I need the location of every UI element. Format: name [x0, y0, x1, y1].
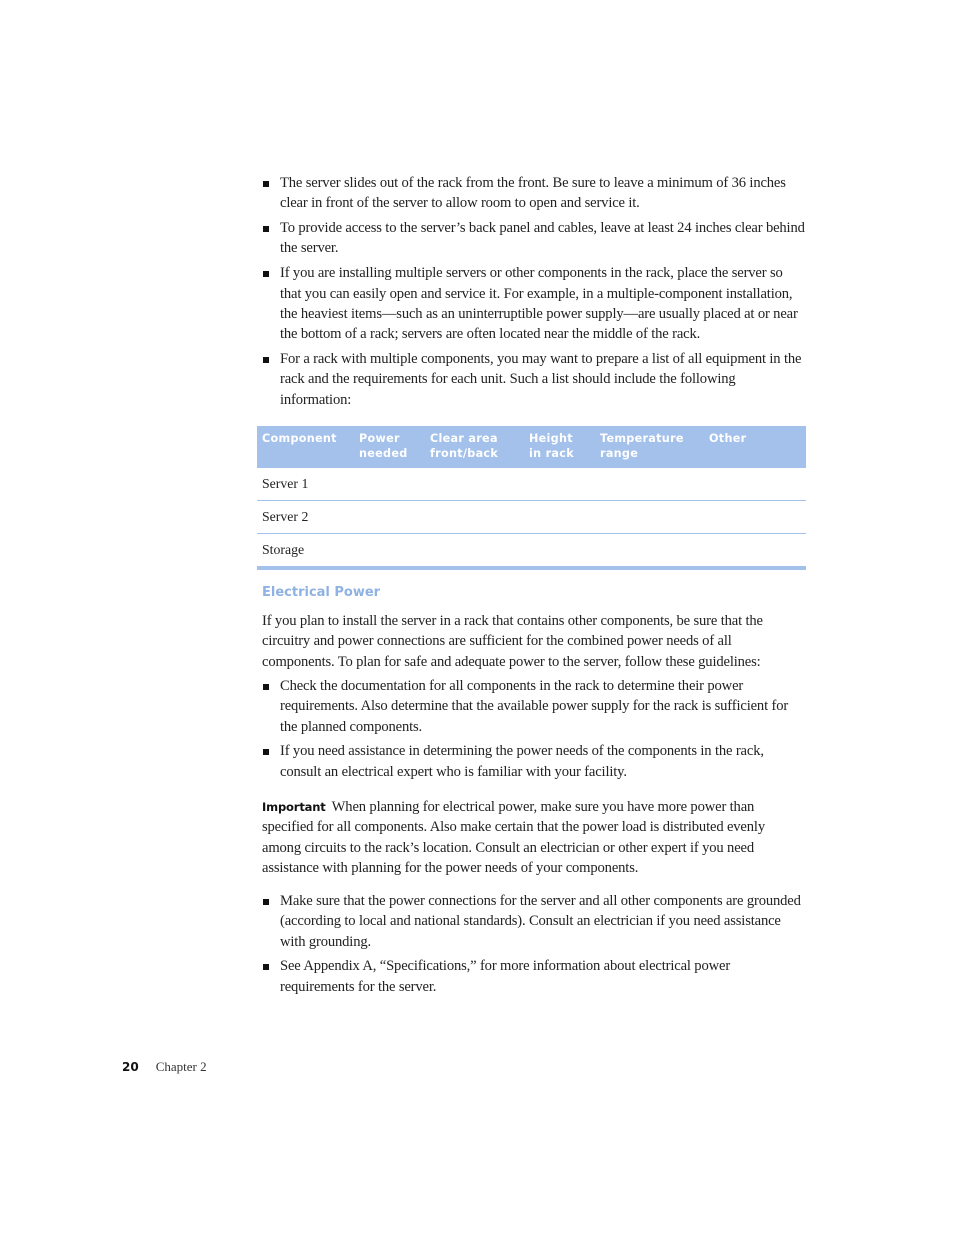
table-cell	[525, 468, 596, 501]
table-cell	[596, 468, 705, 501]
table-cell	[355, 468, 426, 501]
square-bullet-icon	[263, 271, 269, 277]
list-item-text: If you are installing multiple servers or other components in the rack, place the server so that you can easily open and service it. For example, in a multiple-component installation, the heaviest items—such as an uninterruptible power supply—are usually placed at or near the bottom of a rack; servers are often located near the middle of the rack.	[280, 265, 798, 343]
page-number: 20	[122, 1060, 139, 1074]
requirements-bullet-list	[262, 173, 807, 415]
section-intro-paragraph: If you plan to install the server in a rack that contains other components, be sure that the circuitry and power connections are sufficient for the combined power needs of all components. To plan for safe and adequate power to the server, follow these guidelines:	[262, 613, 763, 670]
table-cell	[426, 468, 525, 501]
table-cell	[525, 534, 596, 569]
list-item-text: For a rack with multiple components, you may want to prepare a list of all equipment in the rack and the requirements for each unit. Such a list should include the following information:	[280, 351, 802, 408]
page-footer	[122, 1059, 207, 1075]
list-item-text: To provide access to the server’s back panel and cables, leave at least 24 inches clear behind the server.	[280, 220, 805, 257]
list-item	[262, 741, 807, 782]
table-row	[257, 501, 806, 534]
table-cell	[705, 501, 806, 534]
list-item	[262, 676, 807, 737]
power-guidelines-bullet-list	[262, 676, 807, 787]
equipment-requirements-table	[257, 426, 806, 570]
list-item	[262, 349, 807, 410]
table-cell	[596, 534, 705, 569]
table-cell-component: Storage	[257, 534, 355, 569]
table-cell-component: Server 1	[257, 468, 355, 501]
list-item	[262, 891, 807, 952]
table-cell	[426, 501, 525, 534]
table-header-row	[257, 426, 806, 468]
important-label: Important	[262, 800, 326, 814]
list-item	[262, 263, 807, 344]
table-cell	[355, 534, 426, 569]
table-cell	[525, 501, 596, 534]
column-header-temperature: Temperature range	[596, 426, 705, 468]
table-cell-component: Server 2	[257, 501, 355, 534]
column-header-power: Power needed	[355, 426, 426, 468]
list-item-text: If you need assistance in determining the power needs of the components in the rack, consult an electrical expert who is familiar with your facility.	[280, 743, 764, 780]
column-header-other: Other	[705, 426, 806, 468]
table-cell	[355, 501, 426, 534]
column-header-clear-area: Clear area front/back	[426, 426, 525, 468]
chapter-label: Chapter 2	[155, 1059, 207, 1074]
list-item	[262, 173, 807, 214]
table-row	[257, 534, 806, 569]
grounding-bullet-list	[262, 891, 807, 1002]
table-cell	[596, 501, 705, 534]
list-item-text: Make sure that the power connections for the server and all other components are grounded (according to local and national standards). Consult an electrician if you need assistance with grounding.	[280, 893, 801, 950]
table-cell	[426, 534, 525, 569]
square-bullet-icon	[263, 899, 269, 905]
section-heading-electrical-power: Electrical Power	[262, 585, 381, 600]
square-bullet-icon	[263, 749, 269, 755]
list-item	[262, 218, 807, 259]
square-bullet-icon	[263, 181, 269, 187]
square-bullet-icon	[263, 964, 269, 970]
square-bullet-icon	[263, 357, 269, 363]
table-cell	[705, 534, 806, 569]
column-header-component: Component	[257, 426, 355, 468]
list-item-text: Check the documentation for all components in the rack to determine their power requirements. Also determine that the available power supply for the rack is sufficient for the planned components.	[280, 678, 789, 735]
list-item	[262, 956, 807, 997]
list-item-text: The server slides out of the rack from the front. Be sure to leave a minimum of 36 inches clear in front of the server to allow room to open and service it.	[280, 175, 786, 212]
important-note	[262, 797, 807, 878]
important-note-text: When planning for electrical power, make sure you have more power than specified for all components. Also make certain that the power load is distributed evenly among circuits to the rack’s location. Consult an electrician or other expert if you need assistance with planning for the power needs of your components.	[262, 799, 765, 876]
table-cell	[705, 468, 806, 501]
square-bullet-icon	[263, 226, 269, 232]
table-row	[257, 468, 806, 501]
column-header-height: Height in rack	[525, 426, 596, 468]
list-item-text: See Appendix A, “Specifications,” for more information about electrical power requirements for the server.	[280, 958, 731, 995]
square-bullet-icon	[263, 684, 269, 690]
